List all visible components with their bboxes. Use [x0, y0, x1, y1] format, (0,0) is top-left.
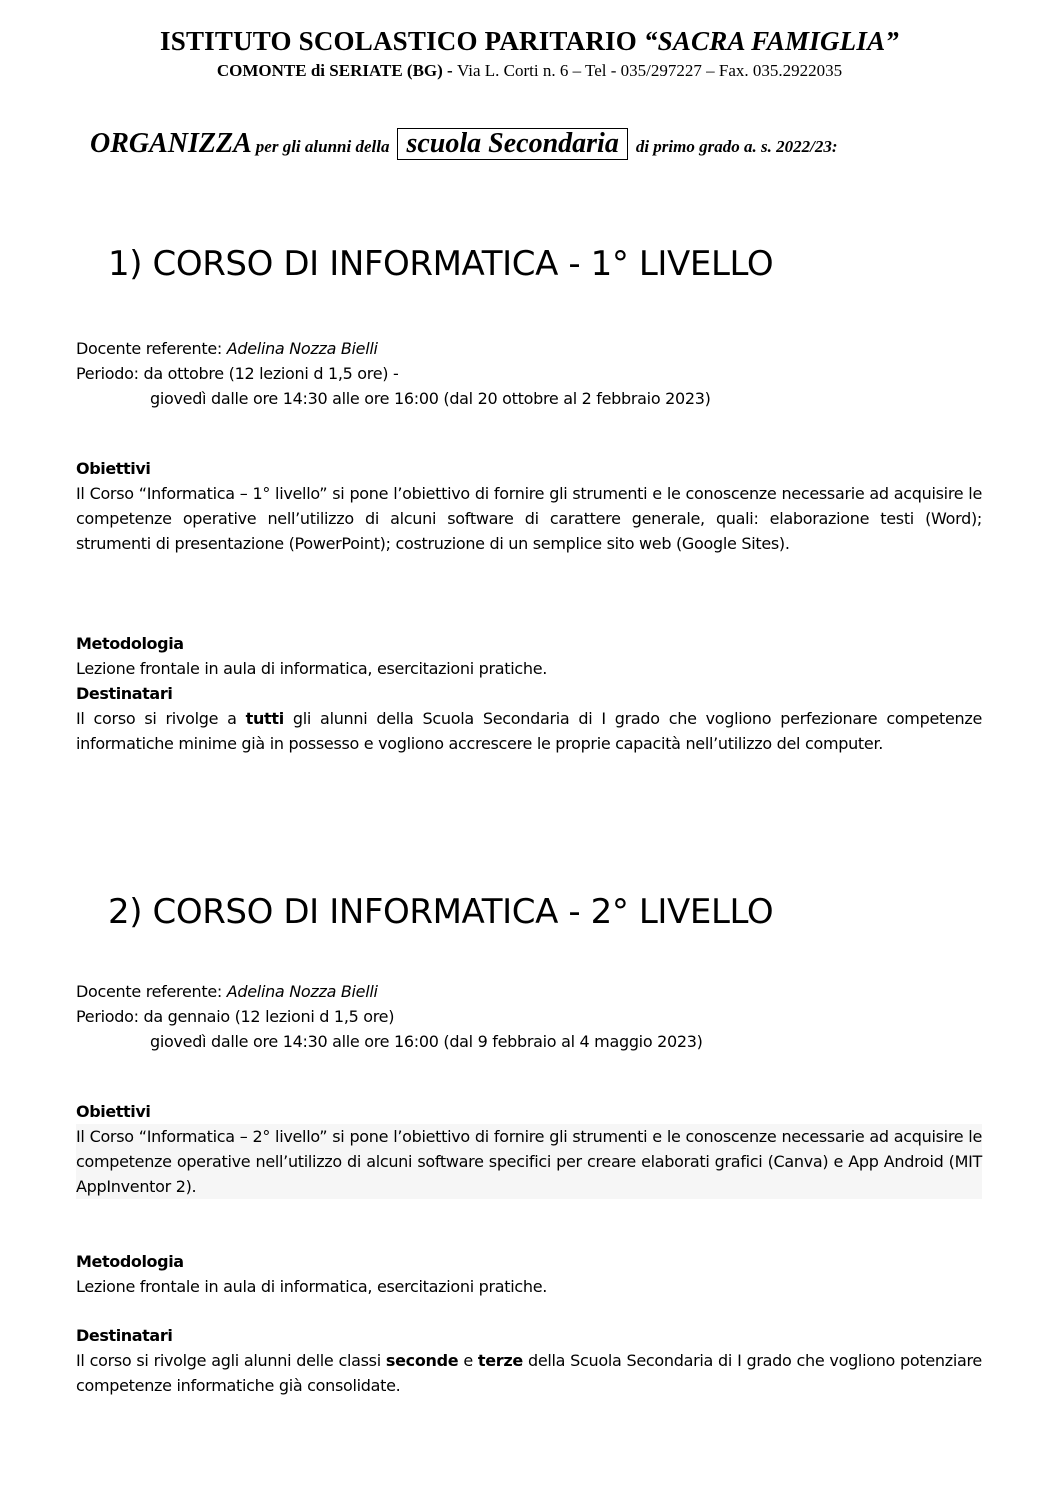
address-line [0, 61, 1059, 81]
course2-destinatari-pre: Il corso si rivolge agli alunni delle classi [76, 1351, 386, 1370]
course2-obiettivi-text: Il Corso “Informatica – 2° livello” si pone l’obiettivo di fornire gli strumenti e le conoscenze necessarie ad acquisire le competenze operative nell’utilizzo di alcuni software specifici per creare elaborati grafici (Canva) e App Android (MIT AppInventor 2). [76, 1124, 982, 1199]
course1-periodo-line2: giovedì dalle ore 14:30 alle ore 16:00 (dal 20 ottobre al 2 febbraio 2023) [150, 389, 711, 408]
course1-destinatari-label: Destinatari [76, 684, 173, 703]
course1-title: 1) CORSO DI INFORMATICA - 1° LIVELLO [108, 244, 774, 284]
course1-info [76, 336, 982, 411]
school-address: Via L. Corti n. 6 – Tel - 035/297227 – Fax. 035.2922035 [456, 61, 843, 80]
organizza-heading: ORGANIZZA [90, 128, 252, 159]
course1-docente [76, 336, 982, 361]
course1-metodologia [76, 631, 982, 756]
course2-destinatari-bold2: terze [477, 1351, 523, 1370]
course2-info [76, 979, 982, 1054]
course1-obiettivi [76, 456, 982, 556]
course2-metodologia [76, 1249, 982, 1299]
course2-docente [76, 979, 982, 1004]
course2-destinatari-bold1: seconde [385, 1351, 459, 1370]
course2-destinatari-label: Destinatari [76, 1326, 173, 1345]
school-name-italic: “SACRA FAMIGLIA” [643, 26, 899, 56]
course1-destinatari-pre: Il corso si rivolge a [76, 709, 246, 728]
course2-docente-name: Adelina Nozza Bielli [226, 982, 378, 1001]
course2-destinatari-post: della Scuola Secondaria di I grado che vogliono potenziare competenze informatiche già consolidate. [76, 1351, 982, 1395]
school-name [0, 26, 1059, 57]
course1-obiettivi-text: Il Corso “Informatica – 1° livello” si pone l’obiettivo di fornire gli strumenti e le conoscenze necessarie ad acquisire le competenze operative nell’utilizzo di alcuni software di carattere generale, quali: elaborazione testi (Word); strumenti di presentazione (PowerPoint); costruzione di un semplice sito web (Google Sites). [76, 484, 982, 553]
course1-destinatari-text [76, 706, 982, 756]
course2-title: 2) CORSO DI INFORMATICA - 2° LIVELLO [108, 892, 774, 932]
course2-periodo-line2: giovedì dalle ore 14:30 alle ore 16:00 (dal 9 febbraio al 4 maggio 2023) [150, 1032, 703, 1051]
course1-docente-label: Docente referente: [76, 339, 227, 358]
course2-destinatari-text [76, 1348, 982, 1398]
course2-docente-label: Docente referente: [76, 982, 227, 1001]
course2-obiettivi-label: Obiettivi [76, 1102, 151, 1121]
course1-docente-name: Adelina Nozza Bielli [226, 339, 378, 358]
intro-post-box: di primo grado a. s. 2022/23: [635, 137, 838, 156]
course1-destinatari-post: gli alunni della Scuola Secondaria di I grado che vogliono perfezionare competenze informatiche minime già in possesso e vogliono accrescere le proprie capacità nell’utilizzo del computer. [76, 709, 982, 753]
course2-obiettivi [76, 1099, 982, 1199]
address-separator: - [442, 61, 457, 80]
course2-destinatari-mid: e [458, 1351, 478, 1370]
school-level-box: scuola Secondaria [397, 128, 627, 160]
course2-metodologia-label: Metodologia [76, 1252, 184, 1271]
course1-obiettivi-label: Obiettivi [76, 459, 151, 478]
intro-line [90, 128, 837, 160]
school-name-main: ISTITUTO SCOLASTICO PARITARIO [160, 26, 644, 56]
course2-destinatari [76, 1323, 982, 1398]
course1-destinatari-bold: tutti [245, 709, 284, 728]
course2-metodologia-text: Lezione frontale in aula di informatica, esercitazioni pratiche. [76, 1277, 548, 1296]
course1-metodologia-label: Metodologia [76, 634, 184, 653]
school-location: COMONTE di SERIATE (BG) [216, 61, 443, 80]
course1-metodologia-text: Lezione frontale in aula di informatica, esercitazioni pratiche. [76, 659, 548, 678]
course2-periodo-line1: Periodo: da gennaio (12 lezioni d 1,5 ore) [76, 1007, 395, 1026]
intro-pre-box: per gli alunni della [255, 137, 390, 156]
course1-periodo-line1: Periodo: da ottobre (12 lezioni d 1,5 ore) - [76, 364, 399, 383]
